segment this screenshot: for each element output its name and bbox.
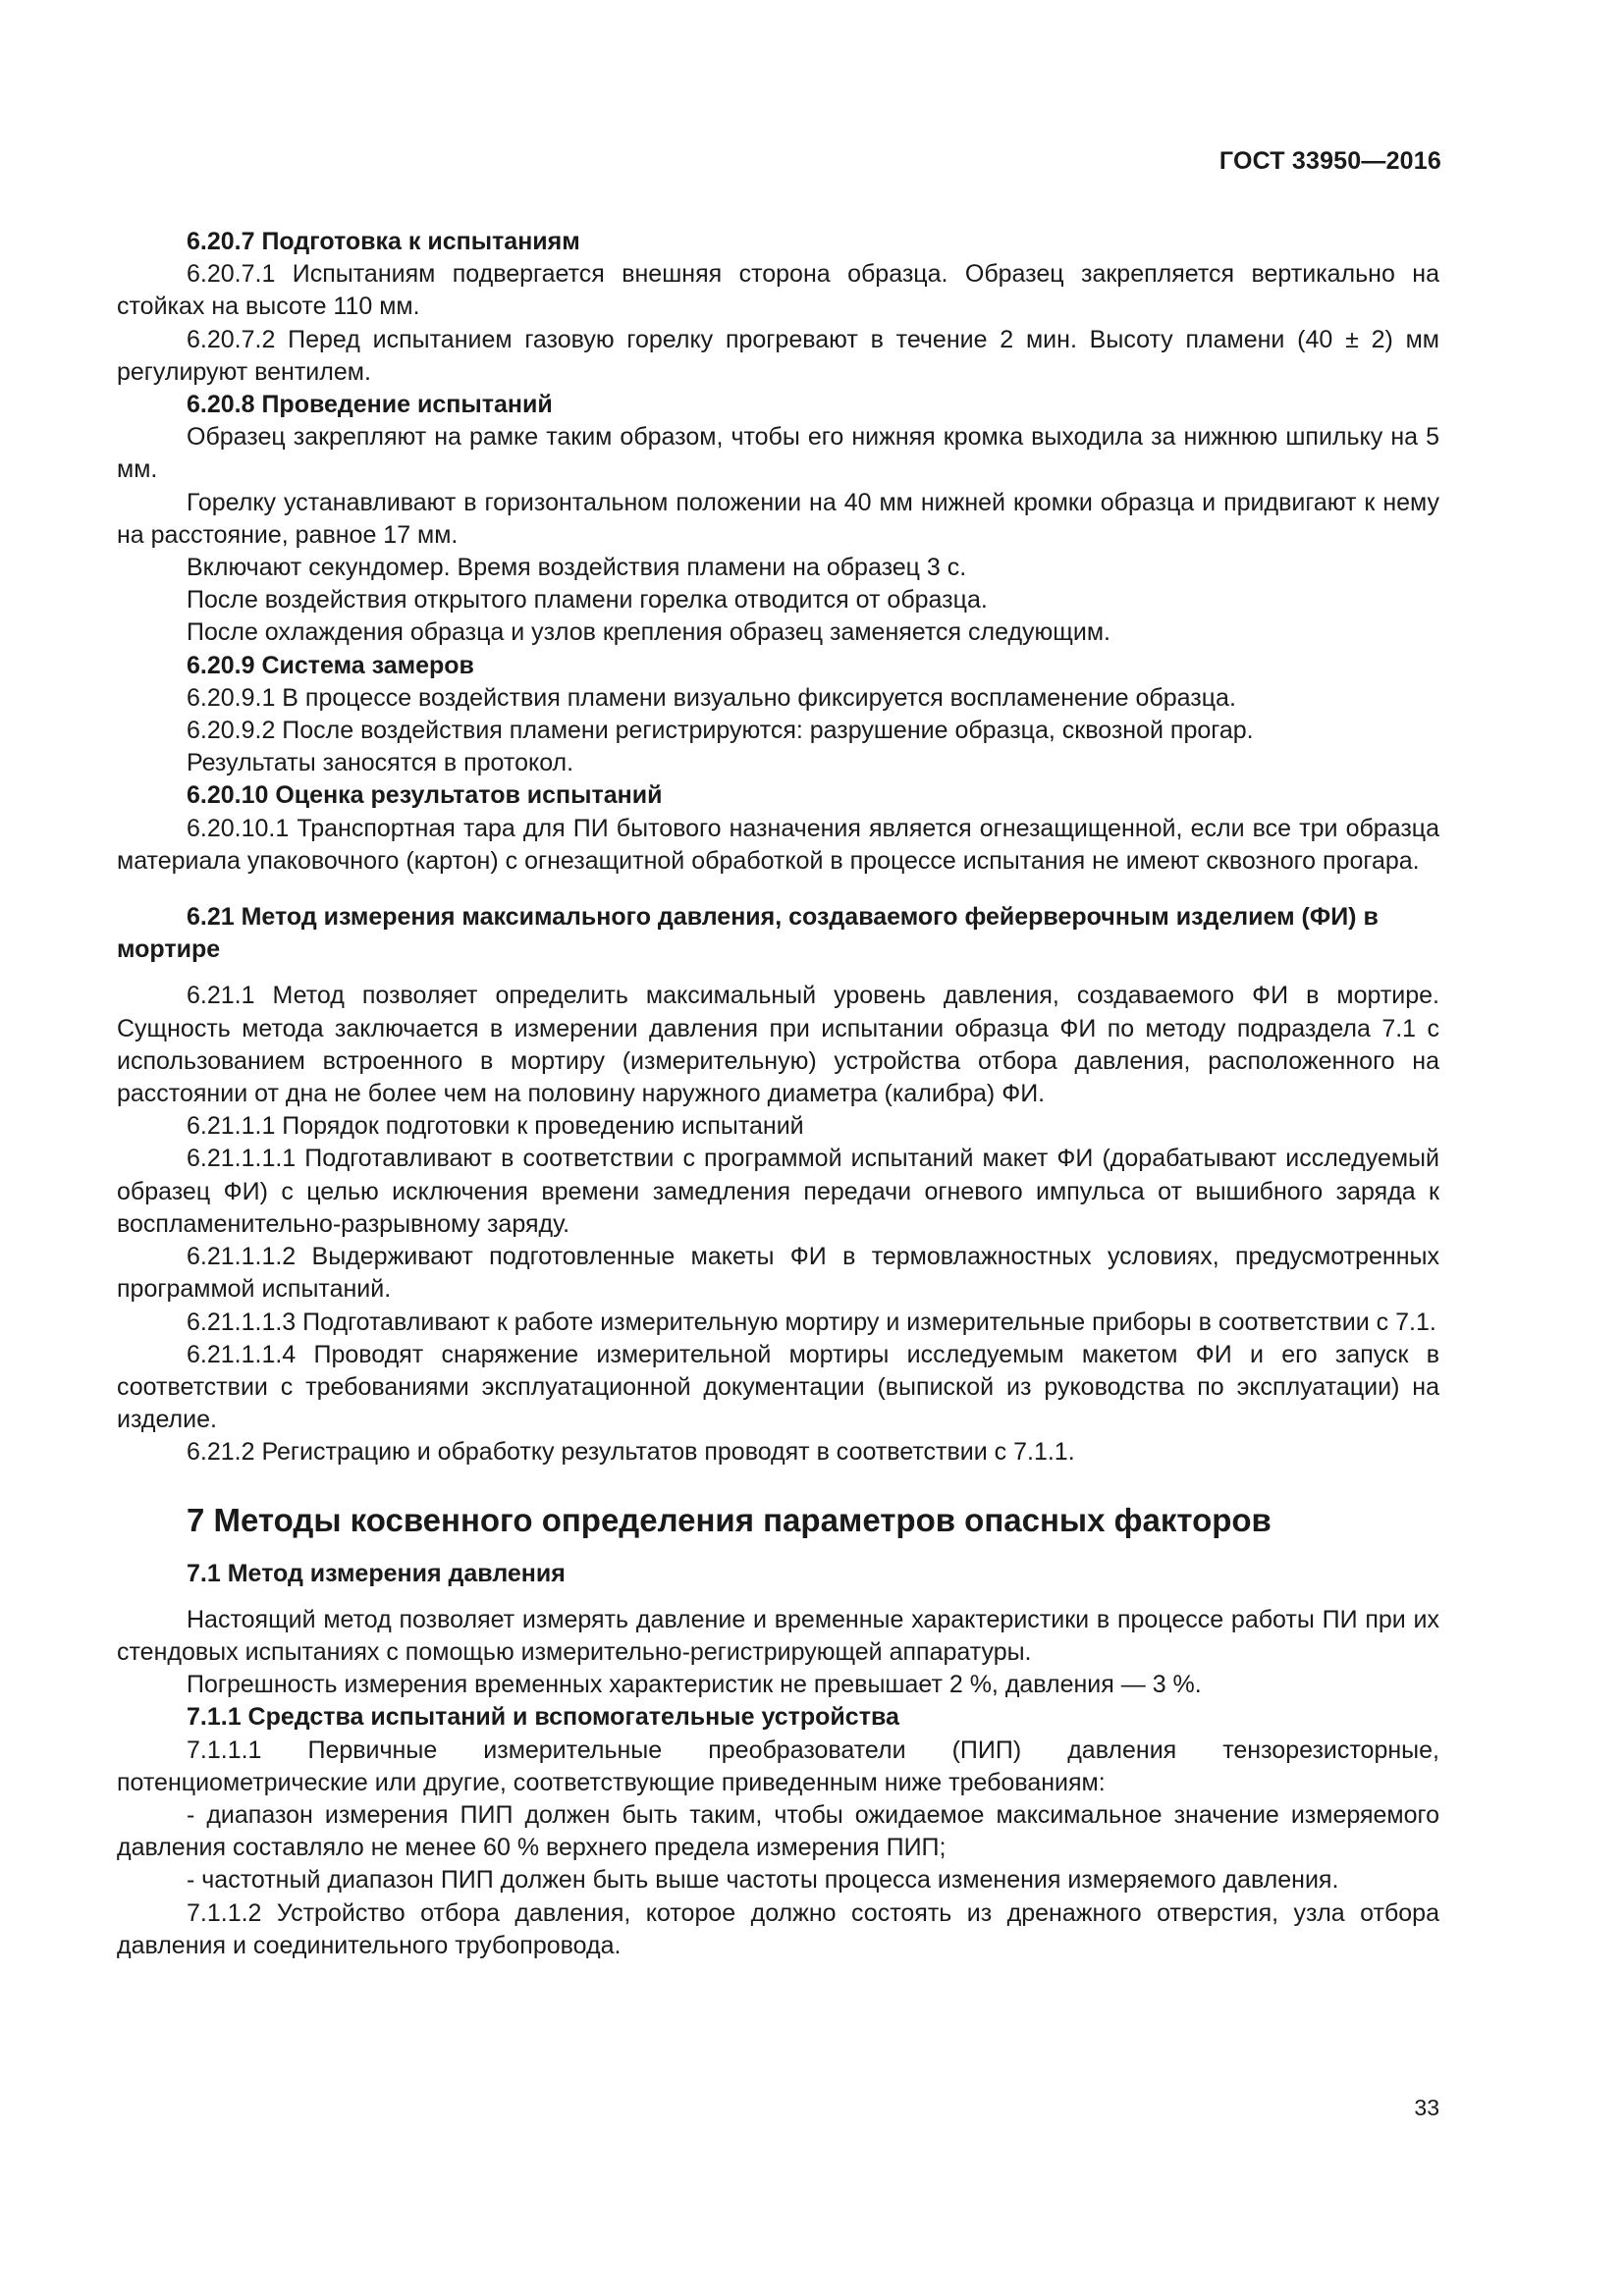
paragraph: 6.21.1.1.3 Подготавливают к работе измерительную мортиру и измерительные приборы в соответствии с 7.1. <box>187 1308 1436 1336</box>
paragraph: 6.21.2 Регистрацию и обработку результатов проводят в соответствии с 7.1.1. <box>187 1438 1075 1467</box>
page-number: 33 <box>1414 2095 1439 2120</box>
list-item: - диапазон измерения ПИП должен быть таким, чтобы ожидаемое максимальное значение измеряемого давления составляло не менее 60 % верхнего предела измерения ПИП; <box>117 1800 1439 1862</box>
paragraph: Настоящий метод позволяет измерять давление и временные характеристики в процессе работы ПИ при их стендовых испытаниях с помощью измерительно-регистрирующей аппаратуры. <box>117 1605 1439 1666</box>
paragraph: 6.20.7.1 Испытаниям подвергается внешняя сторона образца. Образец закрепляется вертикально на стойках на высоте 110 мм. <box>117 260 1439 321</box>
paragraph: Включают секундомер. Время воздействия пламени на образец 3 с. <box>187 554 967 582</box>
document-body <box>117 226 1439 1962</box>
chapter-heading: 7 Методы косвенного определения параметров опасных факторов <box>187 1501 1272 1538</box>
paragraph: Горелку устанавливают в горизонтальном положении на 40 мм нижней кромки образца и придвигают к нему на расстояние, равное 17 мм. <box>117 488 1439 549</box>
paragraph: Погрешность измерения временных характеристик не превышает 2 %, давления — 3 %. <box>187 1671 1202 1699</box>
subsection-heading: 6.20.9 Система замеров <box>187 651 474 679</box>
subsection-heading: 6.20.10 Оценка результатов испытаний <box>187 781 663 810</box>
paragraph: 6.21.1.1.1 Подготавливают в соответствии с программой испытаний макет ФИ (дорабатывают исследуемый образец ФИ) с целью исключения времени замедления передачи огневого импульса от вышибного заряда к воспламенительно-разрывному заряду. <box>117 1145 1439 1238</box>
paragraph: После охлаждения образца и узлов крепления образец заменяется следующим. <box>187 618 1110 647</box>
paragraph: 6.20.7.2 Перед испытанием газовую горелку прогревают в течение 2 мин. Высоту пламени (40 ± 2) мм регулируют вентилем. <box>117 325 1439 386</box>
paragraph: 6.20.9.1 В процессе воздействия пламени визуально фиксируется воспламенение образца. <box>187 683 1236 712</box>
paragraph: 7.1.1.1 Первичные измерительные преобразователи (ПИП) давления тензорезисторные, потенциометрические или другие, соответствующие приведенным ниже требованиям: <box>117 1735 1439 1796</box>
paragraph: 7.1.1.2 Устройство отбора давления, которое должно состоять из дренажного отверстия, узла отбора давления и соединительного трубопровода. <box>117 1898 1439 1959</box>
paragraph: 6.21.1 Метод позволяет определить максимальный уровень давления, создаваемого ФИ в мортире. Сущность метода заключается в измерении давления при испытании образца ФИ по методу подраздела 7.1 с использованием встроенного в мортиру (измерительную) устройства отбора давления, расположенного на расстоянии от дна не более чем на половину наружного диаметра (калибра) ФИ. <box>117 982 1439 1108</box>
paragraph: 6.21.1.1 Порядок подготовки к проведению испытаний <box>187 1112 804 1141</box>
subsection-heading: 6.20.8 Проведение испытаний <box>187 391 553 419</box>
paragraph: После воздействия открытого пламени горелка отводится от образца. <box>187 586 988 614</box>
list-item: - частотный диапазон ПИП должен быть выше частоты процесса изменения измеряемого давления. <box>187 1866 1339 1895</box>
subsection-heading: 6.20.7 Подготовка к испытаниям <box>187 228 580 255</box>
section-heading: 7.1 Метод измерения давления <box>187 1559 566 1587</box>
paragraph: Результаты заносятся в протокол. <box>187 749 574 777</box>
section-heading: 6.21 Метод измерения максимального давления, создаваемого фейерверочным изделием (ФИ) в мортире <box>117 903 1379 964</box>
paragraph: 6.20.9.2 После воздействия пламени регистрируются: разрушение образца, сквозной прогар. <box>187 717 1254 745</box>
standard-designation: ГОСТ 33950—2016 <box>1218 147 1441 175</box>
paragraph: 6.21.1.1.2 Выдерживают подготовленные макеты ФИ в термовлажностных условиях, предусмотренных программой испытаний. <box>117 1243 1439 1304</box>
paragraph: 6.21.1.1.4 Проводят снаряжение измерительной мортиры исследуемым макетом ФИ и его запуск в соответствии с требованиями эксплуатационной документации (выпиской из руководства по эксплуатации) на изделие. <box>117 1340 1439 1434</box>
paragraph: 6.20.10.1 Транспортная тара для ПИ бытового назначения является огнезащищенной, если все три образца материала упаковочного (картон) с огнезащитной обработкой в процессе испытания не имеют сквозного прогара. <box>117 814 1439 875</box>
subsection-heading: 7.1.1 Средства испытаний и вспомогательные устройства <box>187 1703 899 1732</box>
paragraph: Образец закрепляют на рамке таким образом, чтобы его нижняя кромка выходила за нижнюю шпильку на 5 мм. <box>117 423 1439 484</box>
